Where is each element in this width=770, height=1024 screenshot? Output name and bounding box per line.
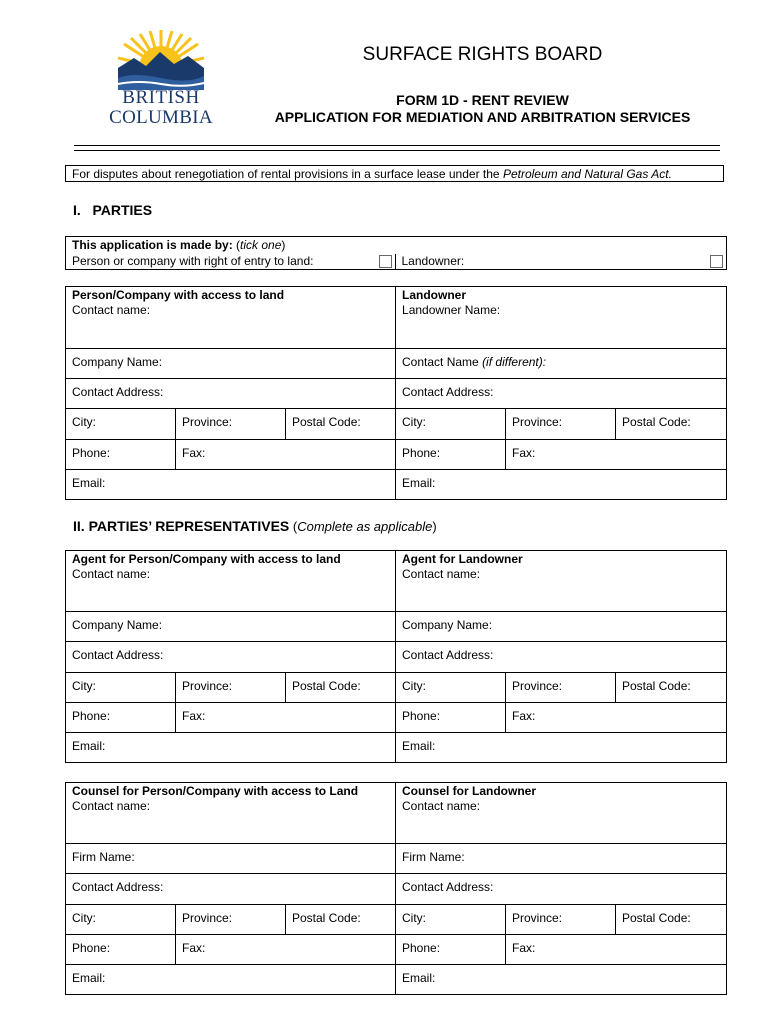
agent-landowner-province-label: Province: bbox=[512, 679, 563, 693]
agent-company-city-cell[interactable] bbox=[66, 673, 176, 703]
logo-text-columbia: COLUMBIA bbox=[109, 107, 213, 128]
counsel-company-email-cell[interactable] bbox=[66, 965, 396, 995]
counsel-company-address-label: Contact Address: bbox=[72, 880, 164, 894]
bc-logo-sun-mountains-icon bbox=[104, 28, 218, 90]
option-landowner-cell bbox=[396, 254, 727, 269]
tick-open: ( bbox=[232, 238, 241, 252]
landowner-fax-cell[interactable] bbox=[506, 440, 727, 470]
agent-company-cell[interactable] bbox=[66, 551, 396, 612]
landowner-contact-label: Contact Name bbox=[402, 355, 483, 369]
counsel-company-heading: Counsel for Person/Company with access to Land bbox=[72, 784, 359, 798]
landowner-contact-cell[interactable] bbox=[396, 349, 727, 379]
company-city-cell[interactable] bbox=[66, 409, 176, 440]
form-number: FORM 1D - RENT REVIEW bbox=[396, 92, 569, 108]
counsel-landowner-fax-label: Fax: bbox=[512, 941, 536, 955]
counsel-landowner-cell[interactable] bbox=[396, 783, 727, 844]
counsel-company-cell[interactable] bbox=[66, 783, 396, 844]
company-province-label: Province: bbox=[182, 415, 233, 429]
counsel-company-province-label: Province: bbox=[182, 911, 233, 925]
counsel-company-firm-cell[interactable] bbox=[66, 844, 396, 874]
landowner-city-cell[interactable] bbox=[396, 409, 506, 440]
counsel-landowner-heading: Counsel for Landowner bbox=[402, 784, 537, 798]
company-fax-cell[interactable] bbox=[176, 440, 396, 470]
section-2-heading bbox=[73, 518, 437, 534]
section-2-title: PARTIES’ REPRESENTATIVES bbox=[88, 518, 290, 534]
landowner-name-cell[interactable] bbox=[396, 287, 727, 349]
agent-company-postal-label: Postal Code: bbox=[292, 679, 361, 693]
logo-text-british: BRITISH bbox=[122, 87, 200, 108]
counsel-landowner-fax-cell[interactable] bbox=[506, 935, 727, 965]
counsel-company-address-cell[interactable] bbox=[66, 874, 396, 905]
company-fax-label: Fax: bbox=[182, 446, 206, 460]
agent-company-address-cell[interactable] bbox=[66, 642, 396, 673]
option-landowner-checkbox[interactable] bbox=[710, 255, 723, 268]
header-rule-bottom bbox=[74, 150, 720, 151]
agent-table bbox=[65, 550, 727, 763]
made-by-cell bbox=[66, 237, 727, 270]
header-rule-top bbox=[74, 145, 720, 146]
landowner-phone-cell[interactable] bbox=[396, 440, 506, 470]
agent-company-email-label: Email: bbox=[72, 739, 106, 753]
agent-landowner-fax-label: Fax: bbox=[512, 709, 536, 723]
counsel-company-fax-cell[interactable] bbox=[176, 935, 396, 965]
landowner-postal-cell[interactable] bbox=[616, 409, 727, 440]
agent-company-fax-cell[interactable] bbox=[176, 703, 396, 733]
counsel-landowner-postal-label: Postal Code: bbox=[622, 911, 691, 925]
disputes-act: Petroleum and Natural Gas Act. bbox=[502, 167, 672, 181]
counsel-landowner-firm-label: Firm Name: bbox=[402, 850, 465, 864]
agent-landowner-phone-label: Phone: bbox=[402, 709, 441, 723]
agent-company-phone-cell[interactable] bbox=[66, 703, 176, 733]
agent-landowner-fax-cell[interactable] bbox=[506, 703, 727, 733]
counsel-company-email-label: Email: bbox=[72, 971, 106, 985]
agent-landowner-phone-cell[interactable] bbox=[396, 703, 506, 733]
counsel-landowner-phone-label: Phone: bbox=[402, 941, 441, 955]
agent-landowner-address-label: Contact Address: bbox=[402, 648, 494, 662]
agent-landowner-postal-cell[interactable] bbox=[616, 673, 727, 703]
company-address-label: Contact Address: bbox=[72, 385, 164, 399]
counsel-landowner-address-label: Contact Address: bbox=[402, 880, 494, 894]
bc-logo bbox=[104, 28, 218, 132]
agent-company-address-label: Contact Address: bbox=[72, 648, 164, 662]
option-landowner-label: Landowner: bbox=[401, 254, 465, 268]
agent-company-contact-label: Contact name: bbox=[72, 567, 151, 581]
parties-table bbox=[65, 286, 727, 500]
counsel-landowner-phone-cell[interactable] bbox=[396, 935, 506, 965]
made-by-line bbox=[66, 237, 726, 254]
section-1-number: I. bbox=[73, 202, 81, 218]
counsel-landowner-address-cell[interactable] bbox=[396, 874, 727, 905]
company-phone-label: Phone: bbox=[72, 446, 111, 460]
company-heading: Person/Company with access to land bbox=[72, 288, 285, 302]
option-company-cell bbox=[66, 254, 396, 269]
note-close: ) bbox=[432, 519, 437, 534]
counsel-table bbox=[65, 782, 727, 995]
note-open: ( bbox=[289, 519, 298, 534]
agent-landowner-postal-label: Postal Code: bbox=[622, 679, 691, 693]
section-1-title: PARTIES bbox=[92, 202, 153, 218]
board-title: SURFACE RIGHTS BOARD bbox=[362, 44, 603, 65]
section-1-heading bbox=[73, 202, 152, 218]
counsel-company-contact-label: Contact name: bbox=[72, 799, 151, 813]
counsel-company-city-label: City: bbox=[72, 911, 96, 925]
applicant-table bbox=[65, 236, 727, 270]
company-city-label: City: bbox=[72, 415, 96, 429]
landowner-province-cell[interactable] bbox=[506, 409, 616, 440]
agent-company-heading: Agent for Person/Company with access to land bbox=[72, 552, 341, 566]
agent-company-name-label: Company Name: bbox=[72, 618, 163, 632]
counsel-landowner-city-cell[interactable] bbox=[396, 905, 506, 935]
agent-company-name-cell[interactable] bbox=[66, 612, 396, 642]
landowner-address-label: Contact Address: bbox=[402, 385, 494, 399]
tick-one-note: tick one bbox=[240, 238, 282, 252]
option-company-checkbox[interactable] bbox=[379, 255, 392, 268]
company-name-cell[interactable] bbox=[66, 349, 396, 379]
form-title bbox=[230, 92, 735, 126]
section-2-note: Complete as applicable bbox=[297, 519, 433, 534]
counsel-company-phone-label: Phone: bbox=[72, 941, 111, 955]
counsel-landowner-province-cell[interactable] bbox=[506, 905, 616, 935]
counsel-company-city-cell[interactable] bbox=[66, 905, 176, 935]
made-by-label: This application is made by: bbox=[72, 238, 233, 252]
agent-landowner-heading: Agent for Landowner bbox=[402, 552, 523, 566]
landowner-address-cell[interactable] bbox=[396, 379, 727, 409]
landowner-email-label: Email: bbox=[402, 476, 436, 490]
counsel-company-phone-cell[interactable] bbox=[66, 935, 176, 965]
landowner-city-label: City: bbox=[402, 415, 427, 429]
if-different-note: (if different): bbox=[482, 355, 547, 369]
counsel-landowner-email-label: Email: bbox=[402, 971, 436, 985]
counsel-landowner-email-cell[interactable] bbox=[396, 965, 727, 995]
landowner-name-label: Landowner Name: bbox=[402, 303, 501, 317]
agent-landowner-contact-label: Contact name: bbox=[402, 567, 481, 581]
form-subtitle: APPLICATION FOR MEDIATION AND ARBITRATION SERVICES bbox=[274, 109, 691, 125]
disputes-text: For disputes about renegotiation of rental provisions in a surface lease under the bbox=[72, 167, 503, 181]
landowner-fax-label: Fax: bbox=[512, 446, 536, 460]
counsel-landowner-contact-label: Contact name: bbox=[402, 799, 481, 813]
agent-company-province-cell[interactable] bbox=[176, 673, 286, 703]
tick-close: ) bbox=[281, 238, 286, 252]
counsel-company-postal-label: Postal Code: bbox=[292, 911, 361, 925]
option-company-label: Person or company with right of entry to land: bbox=[72, 254, 314, 268]
agent-landowner-email-cell[interactable] bbox=[396, 733, 727, 763]
company-contact-name-label: Contact name: bbox=[72, 303, 151, 317]
agent-company-city-label: City: bbox=[72, 679, 96, 693]
counsel-company-postal-cell[interactable] bbox=[286, 905, 396, 935]
agent-landowner-company-cell[interactable] bbox=[396, 612, 727, 642]
agent-landowner-email-label: Email: bbox=[402, 739, 436, 753]
company-contact-cell[interactable] bbox=[66, 287, 396, 349]
company-postal-cell[interactable] bbox=[286, 409, 396, 440]
landowner-province-label: Province: bbox=[512, 415, 563, 429]
section-2-number: II. bbox=[73, 518, 85, 534]
counsel-landowner-city-label: City: bbox=[402, 911, 426, 925]
agent-company-postal-cell[interactable] bbox=[286, 673, 396, 703]
disputes-notice bbox=[65, 165, 724, 182]
agent-landowner-cell[interactable] bbox=[396, 551, 727, 612]
company-province-cell[interactable] bbox=[176, 409, 286, 440]
company-name-label: Company Name: bbox=[72, 355, 163, 369]
company-postal-label: Postal Code: bbox=[292, 415, 361, 429]
landowner-postal-label: Postal Code: bbox=[622, 415, 691, 429]
counsel-company-firm-label: Firm Name: bbox=[72, 850, 135, 864]
agent-landowner-company-label: Company Name: bbox=[402, 618, 493, 632]
made-by-options bbox=[66, 254, 726, 269]
agent-company-phone-label: Phone: bbox=[72, 709, 111, 723]
landowner-phone-label: Phone: bbox=[402, 446, 441, 460]
agent-company-email-cell[interactable] bbox=[66, 733, 396, 763]
company-phone-cell[interactable] bbox=[66, 440, 176, 470]
agent-company-province-label: Province: bbox=[182, 679, 233, 693]
counsel-company-fax-label: Fax: bbox=[182, 941, 206, 955]
agent-landowner-city-label: City: bbox=[402, 679, 426, 693]
counsel-landowner-postal-cell[interactable] bbox=[616, 905, 727, 935]
company-email-cell[interactable] bbox=[66, 470, 396, 500]
counsel-landowner-province-label: Province: bbox=[512, 911, 563, 925]
agent-landowner-province-cell[interactable] bbox=[506, 673, 616, 703]
counsel-company-province-cell[interactable] bbox=[176, 905, 286, 935]
agent-landowner-address-cell[interactable] bbox=[396, 642, 727, 673]
landowner-email-cell[interactable] bbox=[396, 470, 727, 500]
company-email-label: Email: bbox=[72, 476, 106, 490]
landowner-heading: Landowner bbox=[402, 288, 467, 302]
company-address-cell[interactable] bbox=[66, 379, 396, 409]
counsel-landowner-firm-cell[interactable] bbox=[396, 844, 727, 874]
agent-landowner-city-cell[interactable] bbox=[396, 673, 506, 703]
agent-company-fax-label: Fax: bbox=[182, 709, 206, 723]
